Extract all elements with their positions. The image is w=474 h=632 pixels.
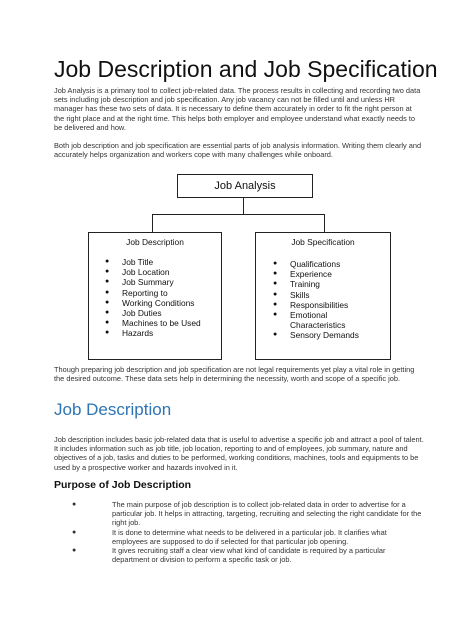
list-item: ● Emotional Characteristics [273, 310, 346, 331]
list-item: ● Sensory Demands [273, 330, 359, 341]
job-description-box [88, 232, 222, 360]
connector-right-down [324, 214, 325, 232]
subsection-heading: Purpose of Job Description [54, 479, 192, 491]
list-item: ● The main purpose of job description is to collect job-related data in order to advertise for a particular job. It helps in attracting, targeting, recruiting and selecting the right candidate for the right job. [72, 500, 422, 528]
list-item: ● Job Summary [105, 277, 174, 288]
section-paragraph: Job description includes basic job-related data that is useful to advertise a specific job and attract a pool of talent. It includes information such as job title, job location, reporting to and of employees, job summary, nature and objectives of a job, tasks and duties to be performed, working conditions, machines, tools and equipments to be used by a prospective worker and hazards involved in it. [54, 435, 424, 472]
section-heading: Job Description [54, 400, 172, 419]
job-analysis-box [177, 174, 313, 198]
purpose-bullet-list [54, 500, 424, 564]
list-item: ● Working Conditions [105, 297, 195, 308]
list-item: ● Qualifications [273, 259, 341, 269]
connector-root-down [243, 196, 244, 214]
list-item: ● Responsibilities [273, 299, 349, 310]
job-specification-box [255, 232, 391, 360]
list-item: ● It is done to determine what needs to be delivered in a particular job. It clarifies what employees are supposed to do if selected for that particular job opening. [72, 527, 387, 546]
intro-paragraph-2: Both job description and job specification are essential parts of job analysis information. Writing them clearly and accurately helps organization and workers cope with many challenges while onboard. [54, 141, 422, 160]
connector-horizontal [152, 214, 325, 215]
page-title: Job Description and Job Specification [54, 56, 438, 82]
job-specification-list [256, 259, 390, 341]
list-item: ● It gives recruiting staff a clear view what kind of candidate is required by a particular department or division to perform a specific task or job. [72, 546, 386, 565]
job-description-list [89, 257, 221, 339]
list-item: ● Machines to be Used [105, 318, 201, 329]
job-analysis-label: Job Analysis [214, 180, 276, 192]
list-item: ● Skills [273, 289, 310, 300]
intro-paragraph-1: Job Analysis is a primary tool to collect job-related data. The process results in collecting and recording two data sets including job description and job specification. Any job vacancy can not be filled until and unless HR manager has these two sets of data. It is necessary to define them accurately in order to fit the right person at the right place and at the right time. This helps both employer and employee understand what exactly needs to be delivered and how. [54, 86, 421, 132]
after-diagram-paragraph: Though preparing job description and job specification are not legal requirements yet play a vital role in getting the desired outcome. These data sets help in determining the necessity, worth and scope of a specific job. [54, 365, 415, 384]
connector-left-down [152, 214, 153, 232]
list-item: ● Job Location [105, 267, 170, 278]
list-item: ● Hazards [105, 328, 154, 339]
list-item: ● Training [273, 279, 320, 290]
job-specification-box-heading: Job Specification [291, 237, 355, 247]
job-description-box-heading: Job Description [126, 237, 184, 247]
list-item: ● Experience [273, 269, 332, 280]
list-item: ● Job Duties [105, 308, 162, 319]
list-item: ● Job Title [105, 257, 154, 267]
list-item: ● Reporting to [105, 287, 168, 298]
